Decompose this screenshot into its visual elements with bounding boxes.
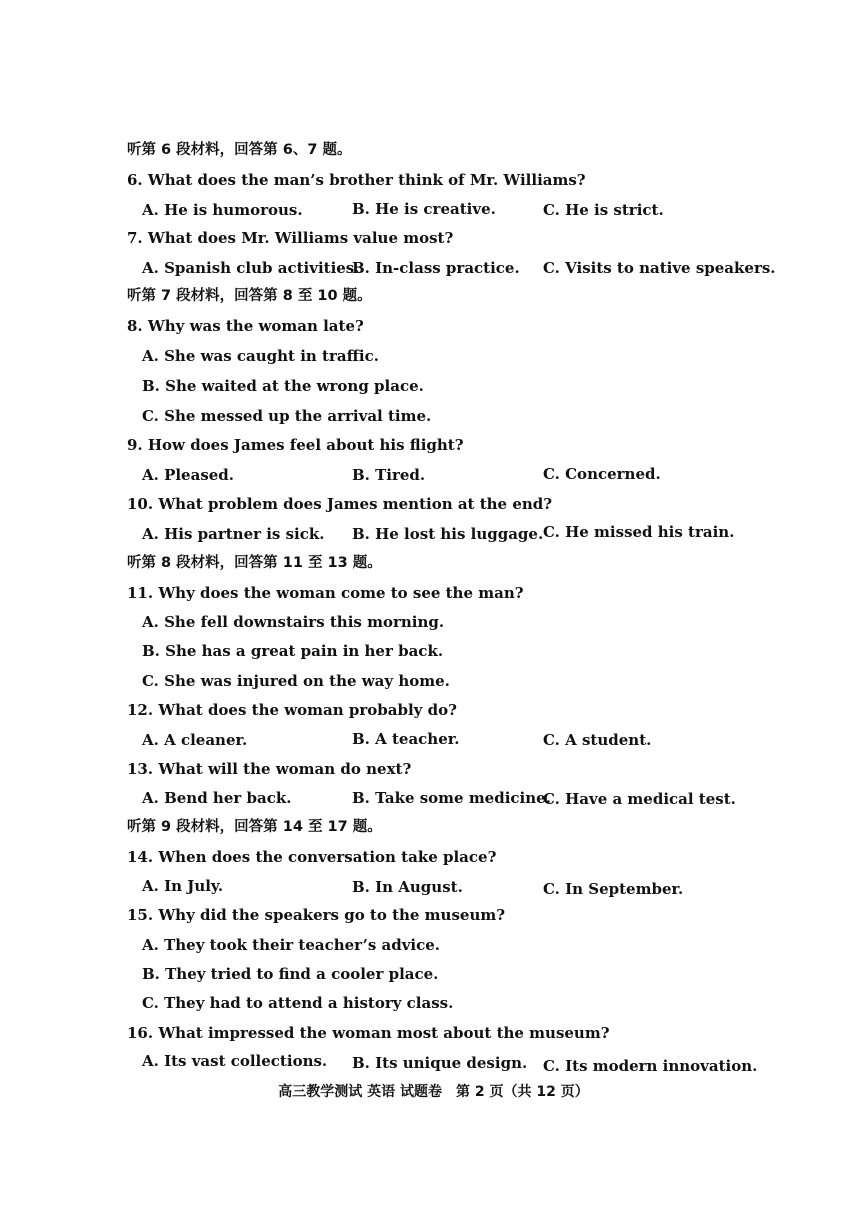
question-12-option-c: C. A student. [543, 731, 652, 749]
question-12-option-a: A. A cleaner. [142, 731, 248, 749]
question-15-option-b: B. They tried to find a cooler place. [142, 965, 439, 983]
question-13-option-b: B. Take some medicine. [352, 789, 551, 807]
section-heading-6: 听第 6 段材料，回答第 6、7 题。 [127, 142, 352, 158]
question-8-option-c: C. She messed up the arrival time. [142, 407, 432, 425]
question-10-option-c: C. He missed his train. [543, 523, 735, 541]
question-11-option-c: C. She was injured on the way home. [142, 672, 450, 690]
question-13: 13. What will the woman do next? [127, 760, 412, 778]
question-10-option-a: A. His partner is sick. [142, 525, 325, 543]
question-6-option-c: C. He is strict. [543, 201, 664, 219]
question-13-option-c: C. Have a medical test. [543, 790, 736, 808]
page-footer: 高三教学测试 英语 试题卷 第 2 页（共 12 页） [278, 1084, 589, 1100]
question-13-option-a: A. Bend her back. [142, 789, 292, 807]
question-7-option-a: A. Spanish club activities. [142, 259, 360, 277]
question-11: 11. Why does the woman come to see the man? [127, 584, 524, 602]
question-8-option-b: B. She waited at the wrong place. [142, 377, 424, 395]
question-11-option-b: B. She has a great pain in her back. [142, 642, 444, 660]
section-heading-7: 听第 7 段材料，回答第 8 至 10 题。 [127, 288, 372, 304]
question-11-option-a: A. She fell downstairs this morning. [142, 613, 445, 631]
question-12-option-b: B. A teacher. [352, 730, 460, 748]
question-16-option-c: C. Its modern innovation. [543, 1057, 758, 1075]
question-14-option-a: A. In July. [142, 877, 224, 895]
question-9: 9. How does James feel about his flight? [127, 436, 464, 454]
question-7: 7. What does Mr. Williams value most? [127, 229, 454, 247]
question-8: 8. Why was the woman late? [127, 317, 364, 335]
section-heading-9: 听第 9 段材料，回答第 14 至 17 题。 [127, 819, 382, 835]
question-6-option-b: B. He is creative. [352, 200, 496, 218]
question-9-option-a: A. Pleased. [142, 466, 235, 484]
question-15: 15. Why did the speakers go to the museum? [127, 906, 506, 924]
section-heading-8: 听第 8 段材料，回答第 11 至 13 题。 [127, 555, 382, 571]
question-6: 6. What does the man’s brother think of Mr. Williams? [127, 171, 586, 189]
question-12: 12. What does the woman probably do? [127, 701, 457, 719]
question-16-option-b: B. Its unique design. [352, 1054, 528, 1072]
question-14-option-c: C. In September. [543, 880, 684, 898]
question-6-option-a: A. He is humorous. [142, 201, 303, 219]
question-7-option-c: C. Visits to native speakers. [543, 259, 776, 277]
question-16-option-a: A. Its vast collections. [142, 1052, 328, 1070]
question-15-option-a: A. They took their teacher’s advice. [142, 936, 441, 954]
question-15-option-c: C. They had to attend a history class. [142, 994, 454, 1012]
question-10: 10. What problem does James mention at the end? [127, 495, 553, 513]
question-8-option-a: A. She was caught in traffic. [142, 347, 379, 365]
question-14: 14. When does the conversation take place? [127, 848, 497, 866]
question-10-option-b: B. He lost his luggage. [352, 525, 544, 543]
question-9-option-c: C. Concerned. [543, 465, 661, 483]
question-7-option-b: B. In-class practice. [352, 259, 520, 277]
question-9-option-b: B. Tired. [352, 466, 426, 484]
question-14-option-b: B. In August. [352, 878, 463, 896]
question-16: 16. What impressed the woman most about the museum? [127, 1024, 610, 1042]
